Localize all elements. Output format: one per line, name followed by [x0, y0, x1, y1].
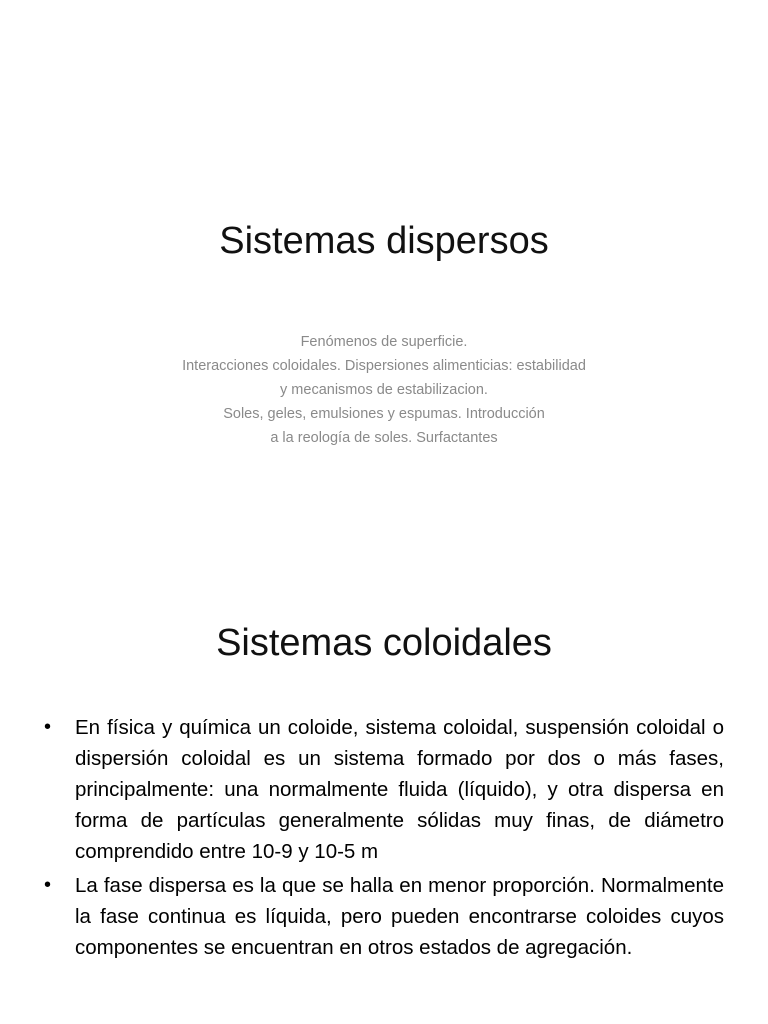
bullet-text: La fase dispersa es la que se halla en menor proporción. Normalmente la fase continua es líquida, pero pueden encontrarse coloides cuyos componentes se encuentran en otros estados de agregación. — [75, 874, 724, 959]
bullet-marker: • — [44, 716, 52, 738]
subtitle-line: Fenómenos de superficie. — [300, 334, 468, 350]
bullet-list — [44, 712, 724, 966]
subtitle-line: y mecanismos de estabilizacion. — [280, 382, 488, 398]
subtitle-line: Interacciones coloidales. Dispersiones alimenticias: estabilidad — [182, 358, 586, 374]
bullet-text: En física y química un coloide, sistema coloidal, suspensión coloidal o dispersión coloidal es un sistema formado por dos o más fases, principalmente: una normalmente fluida (líquido), y otra dispersa en forma de partículas generalmente sólidas muy finas, de diámetro comprendido entre 10-9 y 10-5 m — [75, 716, 724, 863]
slide-content — [0, 576, 768, 1024]
bullet-marker: • — [44, 874, 52, 896]
bullet-item — [44, 870, 724, 963]
slide-content-heading: Sistemas coloidales — [216, 622, 552, 664]
subtitle-line: a la reología de soles. Surfactantes — [270, 430, 498, 446]
slide-title-heading: Sistemas dispersos — [219, 220, 549, 262]
slide-subtitle — [130, 330, 638, 450]
subtitle-line: Soles, geles, emulsiones y espumas. Introducción — [223, 406, 545, 422]
bullet-item — [44, 712, 724, 867]
